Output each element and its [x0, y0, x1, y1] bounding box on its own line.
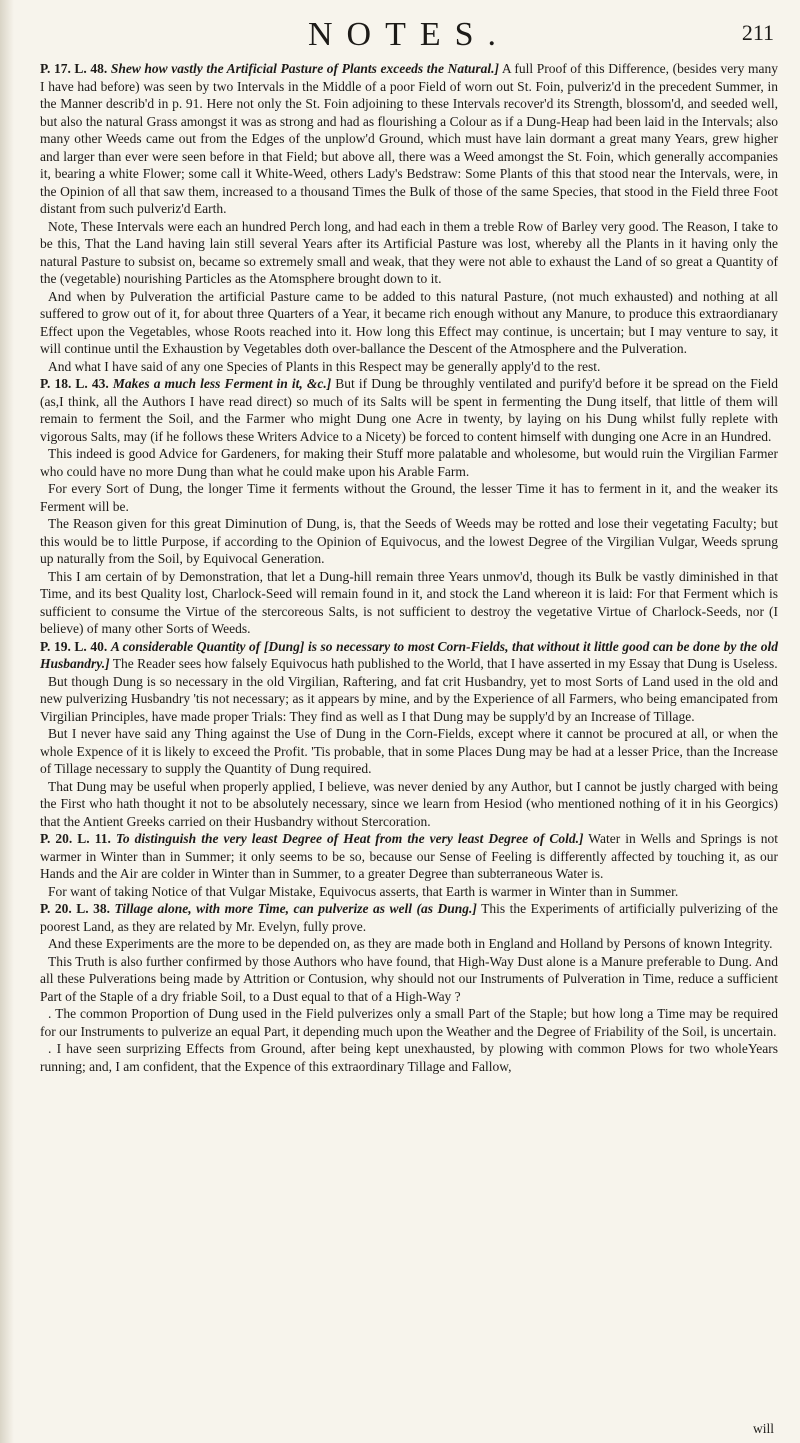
running-head: NOTES.: [307, 16, 511, 53]
body-paragraph: [40, 1005, 778, 1040]
body-paragraph: [40, 218, 778, 288]
body-paragraph: [40, 288, 778, 358]
paragraph-text: But though Dung is so necessary in the old Virgilian, Raftering, and fat crit Husbandry, yet to most Sorts of Land used in the old and new pulverizing Husbandry 'tis not necessary; as it appears by mine, and by the Experience of all Farmers, who being emancipated from Virgilian Principles, have made proper Trials: They find as well as I that Dung may be supply'd by an Increase of Tillage.: [40, 673, 778, 724]
body-paragraph: [40, 445, 778, 480]
paragraph-text: . The common Proportion of Dung used in the Field pulverizes only a small Part of the Staple; but how long a Time may be required for our Instruments to pulverize an equal Part, it depending much upon the Weather and the Degree of Friability of the Soil, is uncertain.: [40, 1006, 778, 1039]
body-paragraph: [40, 935, 778, 953]
paragraph-text: For every Sort of Dung, the longer Time it ferments without the Ground, the lesser Time it has to ferment in it, and the weaker its Ferment will be.: [40, 481, 778, 514]
note-reference: P. 20. L. 38.: [40, 901, 111, 916]
body-paragraph: [40, 883, 778, 901]
note-paragraph: [40, 900, 778, 935]
note-reference: P. 17. L. 48.: [40, 61, 108, 76]
body-paragraph: [40, 480, 778, 515]
binding-gutter: [0, 0, 14, 1443]
paragraph-text: The Reader sees how falsely Equivocus hath published to the World, that I have asserted in my Essay that Dung is Useless.: [112, 656, 778, 671]
note-lemma: A considerable Quantity of [Dung] is so necessary to most Corn-Fields, that without it little good can be done by the old Husbandry.]: [40, 638, 779, 671]
body-paragraph: [40, 568, 778, 638]
paragraph-text: This I am certain of by Demonstration, that let a Dung-hill remain three Years unmov'd, though its Bulk be vastly diminished in that Time, and its best Quality lost, Charlock-Seed will remain found in it, and stock the Land whereon it is laid: For that Ferment which is sufficient to consume the Virtue of the stercoreous Salts, is not sufficient to destroy the vegetative Virtue of Charlock-Seeds, nor (I believe) of many other Sorts of Weeds.: [40, 568, 778, 636]
paragraph-text: . I have seen surprizing Effects from Ground, after being kept unexhausted, by plowing with common Plows for two wholeYears running; and, I am confident, that the Expence of this extraordinary Tillage and Fallow,: [40, 1041, 778, 1074]
paragraph-text: But if Dung be throughly ventilated and purify'd before it be spread on the Field (as,I think, all the Authors I have read direct) so much of its Salts will be spent in fermenting the Dung itself, that little of them will remain to ferment the Soil, and the Farmer who might Dung one Acre in twenty, by laying on his Dung whilst fully replete with vigorous Salts, may (if he follows these Writers Advice to a Nicety) be forced to content himself with dunging one Acre in an Hundred.: [40, 376, 779, 444]
paragraph-text: Water in Wells and Springs is not warmer in Winter than in Summer; it only seems to be so, because our Sense of Feeling is differently affected by touching it, as our Hands and the Air are colder in Winter than in Summer, to a greater Degree than subterraneous Water is.: [40, 831, 778, 881]
note-reference: P. 20. L. 11.: [40, 831, 111, 846]
notes-body: [40, 60, 778, 1075]
paragraph-text: That Dung may be useful when properly applied, I believe, was never denied by any Author, but I cannot be justly charged with being the First who hath thought it not to be absolutely necessary, since we learn from Hesiod (who mentioned nothing of it in his Georgics) that the Antient Greeks carried on their Husbandry without Stercoration.: [40, 778, 778, 829]
body-paragraph: [40, 725, 778, 778]
note-paragraph: [40, 638, 778, 673]
body-paragraph: [40, 515, 778, 568]
paragraph-text: This the Experiments of artificially pulverizing of the poorest Land, as they are related by Mr. Evelyn, fully prove.: [40, 901, 779, 934]
page-header: [40, 16, 778, 60]
note-paragraph: [40, 375, 778, 445]
note-lemma: Tillage alone, with more Time, can pulverize as well (as Dung.]: [114, 901, 477, 916]
body-paragraph: [40, 778, 778, 831]
paragraph-text: A full Proof of this Difference, (besides very many I have had before) was seen by two Intervals in the Middle of a poor Field of worn out St. Foin, pulveriz'd in the precedent Summer, in the Manner describ'd in p. 91. Here not only the St. Foin adjoining to these Intervals recover'd its Strength, blossom'd, and seeded well, but also the natural Grass amongst it was as strong and had as flourishing a Colour as if a Dung-Heap had been laid in the Intervals; also many other Weeds came out from the Edges of the unplow'd Ground, which must have lain dormant a great many Years, grew higher and larger than ever were seen before in that Field; but above all, there was a Weed amongst the St. Foin, which generally accompanies it, bearing a white Flower; some call it White-Weed, others Lady's Bedstraw: Some Plants of this that stood near the Intervals, were, in the Opinion of all that saw them, increased to a thousand Times the Bulk of those of the same Species, that stood in the Field three Foot distant from such pulveriz'd Earth.: [40, 61, 778, 216]
note-reference: P. 18. L. 43.: [40, 376, 109, 391]
paragraph-text: And these Experiments are the more to be depended on, as they are made both in England and Holland by Persons of known Integrity.: [48, 936, 773, 951]
body-paragraph: [40, 673, 778, 726]
page-number: 211: [741, 20, 774, 45]
paragraph-text: And what I have said of any one Species of Plants in this Respect may be generally apply'd to the rest.: [48, 358, 601, 374]
note-paragraph: [40, 830, 778, 883]
note-lemma: Shew how vastly the Artificial Pasture of Plants exceeds the Natural.]: [110, 61, 499, 76]
body-paragraph: [40, 358, 778, 376]
body-paragraph: [40, 953, 778, 1006]
note-lemma: To distinguish the very least Degree of Heat from the very least Degree of Cold.]: [115, 831, 584, 846]
paragraph-text: This indeed is good Advice for Gardeners, for making their Stuff more palatable and wholesome, but would ruin the Virgilian Farmer who could have no more Dung than what he could make upon his Arable Farm.: [40, 446, 778, 479]
note-lemma: Makes a much less Ferment in it, &c.]: [112, 376, 332, 391]
note-paragraph: [40, 60, 778, 218]
note-reference: P. 19. L. 40.: [40, 638, 108, 654]
paragraph-text: But I never have said any Thing against the Use of Dung in the Corn-Fields, except where it cannot be procured at all, or when the whole Expence of it is likely to exceed the Profit. 'Tis probable, that in some Places Dung may be had at a lesser Price, than the Increase of Tillage necessary to supply the Quantity of Dung required.: [40, 726, 778, 776]
paragraph-text: This Truth is also further confirmed by those Authors who have found, that High-Way Dust alone is a Manure preferable to Dung. And all these Pulverations being made by Attrition or Contusion, why should not our Instruments of Pulveration in Time, reduce a sufficient Part of the Staple of a dry friable Soil, to a Dust equal to that of a High-Way ?: [40, 953, 778, 1004]
paragraph-text: Note, These Intervals were each an hundred Perch long, and had each in them a treble Row of Barley very good. The Reason, I take to be this, That the Land having lain still several Years after its Artificial Pasture was lost, whereby all the Plants in it having only the natural Pasture to subsist on, became so extremely small and weak, that they were not able to exhaust the Land of so great a Quantity of the (vegetable) nourishing Particles as the Atomsphere brought down to it.: [40, 218, 778, 286]
paragraph-text: The Reason given for this great Diminution of Dung, is, that the Seeds of Weeds may be rotted and lose their vegetating Faculty; but this would be to little Purpose, if according to the Opinion of Equivocus, and the lowest Degree of the Virgilian Vulgar, Weeds sprung up naturally from the Soil, by Equivocal Generation.: [40, 516, 778, 566]
catchword: will: [752, 1421, 774, 1436]
paragraph-text: And when by Pulveration the artificial Pasture came to be added to this natural Pasture, (not much exhausted) and nothing at all suffered to grow out of it, for about three Quarters of a Year, it became rich enough without any Manure, to produce this extraordianary Effect upon the Vegetables, whose Roots reached into it. How long this Effect may continue, is uncertain; but I may venture to say, it will continue until the Exhaustion by Vegetables doth over-ballance the Descent of the Atmosphere and the Pulveration.: [40, 288, 778, 356]
body-paragraph: [40, 1040, 778, 1075]
paragraph-text: For want of taking Notice of that Vulgar Mistake, Equivocus asserts, that Earth is warmer in Winter than in Summer.: [48, 883, 679, 899]
